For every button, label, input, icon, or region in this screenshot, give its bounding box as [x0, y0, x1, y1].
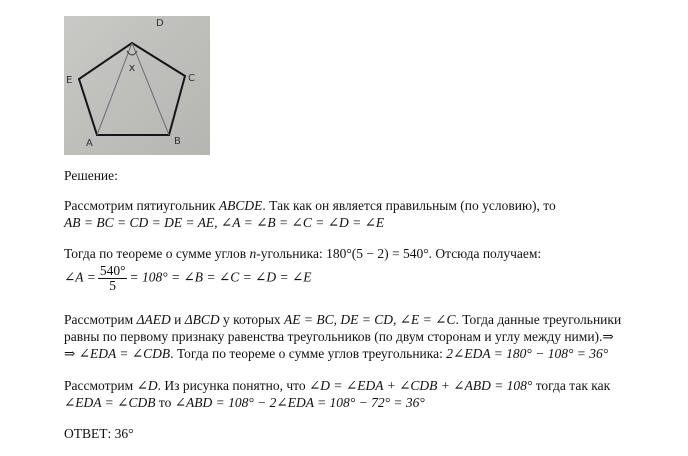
p1-text-a: Рассмотрим пятиугольник	[64, 198, 219, 213]
p3-text-a: Рассмотрим	[64, 312, 137, 327]
angle-mark-x: x	[128, 61, 136, 74]
p3-math-4: ∠EDA = ∠CDB	[78, 346, 171, 361]
p3-math-5: 2∠EDA = 180° − 108° = 36°	[446, 346, 609, 361]
solution-heading: Решение:	[64, 168, 118, 183]
p4-text-c: тогда так как	[532, 378, 611, 393]
fraction-540-over-5	[98, 264, 128, 293]
p4-math-2: ∠D = ∠EDA + ∠CDB + ∠ABD = 108°	[309, 378, 533, 393]
p2-text-a: Тогда по теореме о сумме углов	[64, 246, 250, 261]
p1-line-1	[64, 197, 556, 214]
diagonal-DA	[97, 43, 132, 135]
p3-line-3	[64, 345, 621, 362]
p4-line-1	[64, 377, 610, 394]
vertex-label-B: B	[174, 136, 181, 147]
p1-math-a: ABCDE	[218, 198, 263, 213]
paragraph-4	[64, 377, 610, 411]
answer: ОТВЕТ: 36°	[64, 426, 134, 441]
p2-math-n: n	[249, 246, 257, 261]
p3-math-2: ΔBCD	[184, 312, 220, 327]
p2-formula-pre: ∠A =	[64, 269, 96, 285]
fraction-numerator: 540°	[99, 263, 126, 278]
p3-text-b: и	[170, 312, 185, 327]
p3-line-1	[64, 311, 621, 328]
p3-text-d: . Тогда данные треугольники	[455, 312, 622, 327]
pentagon-photo	[64, 16, 210, 155]
p4-text-d: то	[155, 395, 175, 410]
fraction-denominator: 5	[109, 278, 117, 293]
p2-line-1	[64, 245, 541, 262]
paragraph-3	[64, 311, 621, 362]
p3-math-1: ΔAED	[136, 312, 171, 327]
p2-text-b: -угольника: 180°(5 − 2) = 540°. Отсюда получаем:	[256, 246, 542, 261]
paragraph-2	[64, 245, 541, 293]
p4-math-4: ∠ABD = 108° − 2∠EDA = 108° − 72° = 36°	[174, 395, 425, 410]
pentagon-drawing	[64, 16, 210, 155]
p3-text-c: у которых	[219, 312, 285, 327]
vertex-label-E: E	[66, 75, 73, 86]
vertex-label-A: A	[86, 138, 93, 149]
vertex-label-D: D	[156, 18, 164, 29]
p2-line-2	[64, 264, 541, 293]
pentagon-outline	[79, 43, 185, 135]
p3-line-2: равны по первому признаку равенства треугольников (по двум сторонам и углу между ними).⇒	[64, 329, 614, 344]
diagonal-DB	[132, 43, 169, 135]
vertex-label-C: C	[188, 73, 195, 84]
p4-line-2	[64, 394, 610, 411]
p4-math-3: ∠EDA = ∠CDB	[64, 395, 156, 410]
p1-line-2: AB = BC = CD = DE = AE, ∠A = ∠B = ∠C = ∠D = ∠E	[64, 215, 385, 230]
p3-math-3: AE = BC, DE = CD, ∠E = ∠C	[284, 312, 456, 327]
p2-formula-post: = 108° = ∠B = ∠C = ∠D = ∠E	[129, 269, 312, 285]
p3-implies: ⇒	[64, 346, 79, 361]
p4-text-b: . Из рисунка понятно, что	[157, 378, 309, 393]
p1-text-b: . Так как он является правильным (по условию), то	[262, 198, 556, 213]
paragraph-1	[64, 197, 556, 231]
p3-text-e: . Тогда по теореме о сумме углов треугольника:	[170, 346, 447, 361]
p4-math-1: ∠D	[136, 378, 158, 393]
p4-text-a: Рассмотрим	[64, 378, 137, 393]
